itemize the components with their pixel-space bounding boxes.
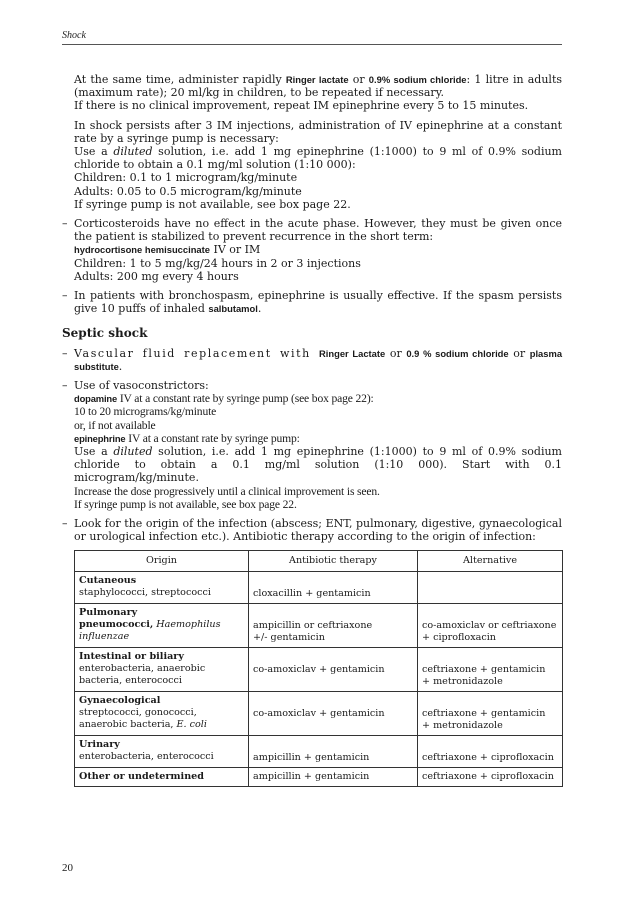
origin-cell (75, 691, 249, 735)
drug-name: Ringer Lactate (319, 347, 386, 359)
alternative-line: ceftriaxone + gentamicin (422, 707, 546, 719)
running-header: Shock (62, 30, 86, 41)
therapy-cell: ampicillin + gentamicin (249, 735, 418, 767)
intro-paragraph-1 (74, 73, 562, 113)
table-row (75, 691, 563, 735)
text-line: If there is no clinical improvement, repeat IM epinephrine every 5 to 15 minutes. (74, 99, 529, 113)
drug-name: Ringer lactate (285, 74, 349, 85)
text: : 1 litre in adults (maximum rate); 20 ml/kg in children, to be repeated if necessary. (74, 73, 563, 100)
therapy-line: ampicillin or ceftriaxone (253, 619, 373, 631)
alternative-line: + metronidazole (422, 675, 503, 687)
therapy-cell: co-amoxiclav + gentamicin (249, 691, 418, 735)
therapy-cell: ampicillin + gentamicin (249, 767, 418, 786)
text: IV at a constant rate by syringe pump: (125, 431, 300, 445)
alternative-line: + metronidazole (422, 719, 503, 731)
origin-cell (75, 767, 249, 786)
origin-organisms: Haemophilus influenzae (79, 618, 221, 642)
antibiotic-table (74, 550, 563, 787)
alternative-line: ceftriaxone + gentamicin (422, 663, 546, 675)
text: Use a (74, 145, 114, 159)
text: or (348, 73, 369, 86)
text: . (257, 302, 262, 316)
text-line: Use of vasoconstrictors: (74, 379, 209, 393)
bullet-fluid-replacement (62, 347, 562, 373)
drug-name: 0.9% sodium chloride (368, 74, 467, 85)
emphasis: diluted (113, 145, 153, 159)
text-line: If syringe pump is not available, see box page 22. (74, 197, 351, 211)
text: Vascular fluid replacement with (74, 346, 319, 360)
drug-name: salbutamol (208, 303, 258, 315)
text-line: or, if not available (74, 418, 156, 432)
dose-children: Children: 1 to 5 mg/kg/24 hours in 2 or 3 injections (74, 256, 361, 270)
alternative-cell: ceftriaxone + ciprofloxacin (418, 735, 563, 767)
origin-title: Intestinal or biliary (79, 650, 184, 662)
origin-title: Urinary (79, 738, 120, 750)
table-row (75, 603, 563, 647)
text: or (385, 346, 407, 360)
text: In patients with bronchospasm, epinephrine is usually effective. If the spasm persists give 10 puffs of inhaled (74, 289, 562, 316)
therapy-line: +/- gentamicin (253, 631, 325, 643)
column-header: Alternative (418, 550, 563, 571)
origin-organisms: staphylococci, streptococci (79, 586, 211, 598)
table-row (75, 647, 563, 691)
table-row (75, 735, 563, 767)
column-header: Antibiotic therapy (249, 550, 418, 571)
bullet-infection-origin (62, 517, 562, 543)
therapy-cell (249, 603, 418, 647)
therapy-cell: cloxacillin + gentamicin (249, 571, 418, 603)
section-title: Septic shock (62, 326, 148, 341)
drug-name: hydrocortisone hemisuccinate (74, 244, 210, 256)
alternative-cell (418, 647, 563, 691)
therapy-cell: co-amoxiclav + gentamicin (249, 647, 418, 691)
origin-title: Other or undetermined (79, 770, 204, 782)
dash-bullet: – (62, 346, 68, 360)
text: At the same time, administer rapidly (74, 73, 286, 86)
origin-title: Cutaneous (79, 574, 137, 586)
dose-adults: Adults: 0.05 to 0.5 microgram/kg/minute (74, 184, 302, 198)
column-header: Origin (75, 550, 249, 571)
text: Use a (74, 445, 114, 459)
origin-cell (75, 571, 249, 603)
dash-bullet: – (62, 289, 68, 303)
dash-bullet: – (62, 379, 68, 393)
text-line: Corticosteroids have no effect in the acute phase. However, they must be given once the patient is stabilized to prevent recurrence in the short term: (74, 217, 562, 244)
drug-name: dopamine (74, 393, 118, 405)
origin-cell (75, 647, 249, 691)
origin-organisms: pneumococci, (79, 618, 154, 630)
dose-adults: Adults: 200 mg every 4 hours (74, 269, 239, 283)
dose-line: 10 to 20 micrograms/kg/minute (74, 405, 217, 419)
origin-title: Pulmonary (79, 606, 138, 618)
text: solution, i.e. add 1 mg epinephrine (1:1000) to 9 ml of 0.9% sodium chloride to obtain a 0.1 mg/ml solution (1:10 000): (74, 145, 562, 172)
text: solution, i.e. add 1 mg epinephrine (1:1000) to 9 ml of 0.9% sodium chloride to obtain a 0.1 mg/ml solution (1:10 000). Start with 0.1 microgram/kg/minute. (74, 445, 562, 485)
origin-cell (75, 603, 249, 647)
table-row (75, 767, 563, 786)
origin-organisms: enterobacteria, anaerobic bacteria, enterococci (79, 662, 206, 686)
bullet-vasoconstrictors (62, 379, 562, 511)
alternative-cell (418, 691, 563, 735)
origin-title: Gynaecological (79, 694, 161, 706)
page-number: 20 (62, 862, 73, 874)
bullet-corticosteroids (62, 217, 562, 283)
alternative-cell: ceftriaxone + ciprofloxacin (418, 767, 563, 786)
text: . (118, 359, 123, 373)
drug-name: epinephrine (74, 432, 126, 444)
drug-name: 0.9 % sodium chloride (406, 347, 509, 359)
alternative-line: + ciprofloxacin (422, 631, 496, 643)
alternative-line: co-amoxiclav or ceftriaxone (422, 619, 557, 631)
origin-cell (75, 735, 249, 767)
origin-organisms: streptococci, gonococci, anaerobic bacteria, (79, 706, 197, 730)
emphasis: diluted (113, 445, 153, 459)
dose-children: Children: 0.1 to 1 microgram/kg/minute (74, 171, 298, 185)
table-header-row (75, 550, 563, 571)
intro-paragraph-2 (74, 119, 562, 211)
text-line: If syringe pump is not available, see box page 22. (74, 497, 297, 511)
bullet-bronchospasm (62, 289, 562, 315)
alternative-cell (418, 571, 563, 603)
text: IV at a constant rate by syringe pump (see box page 22): (117, 392, 374, 406)
text-line: Look for the origin of the infection (abscess; ENT, pulmonary, digestive, gynaecological or urological infection etc.). Antibiotic therapy according to the origin of infection: (74, 517, 562, 544)
text-line: Increase the dose progressively until a clinical improvement is seen. (74, 484, 380, 498)
page-content (62, 73, 562, 787)
text: IV or IM (209, 243, 261, 257)
text: or (508, 346, 530, 360)
text-line: In shock persists after 3 IM injections, administration of IV epinephrine at a constant rate by a syringe pump is necessary: (74, 118, 562, 145)
alternative-cell (418, 603, 563, 647)
dash-bullet: – (62, 217, 68, 231)
drug-name: plasma substitute (74, 347, 563, 372)
table-row (75, 571, 563, 603)
origin-organisms: E. coli (176, 718, 207, 730)
dash-bullet: – (62, 517, 68, 531)
header-rule (62, 44, 562, 45)
origin-organisms: enterobacteria, enterococci (79, 750, 214, 762)
